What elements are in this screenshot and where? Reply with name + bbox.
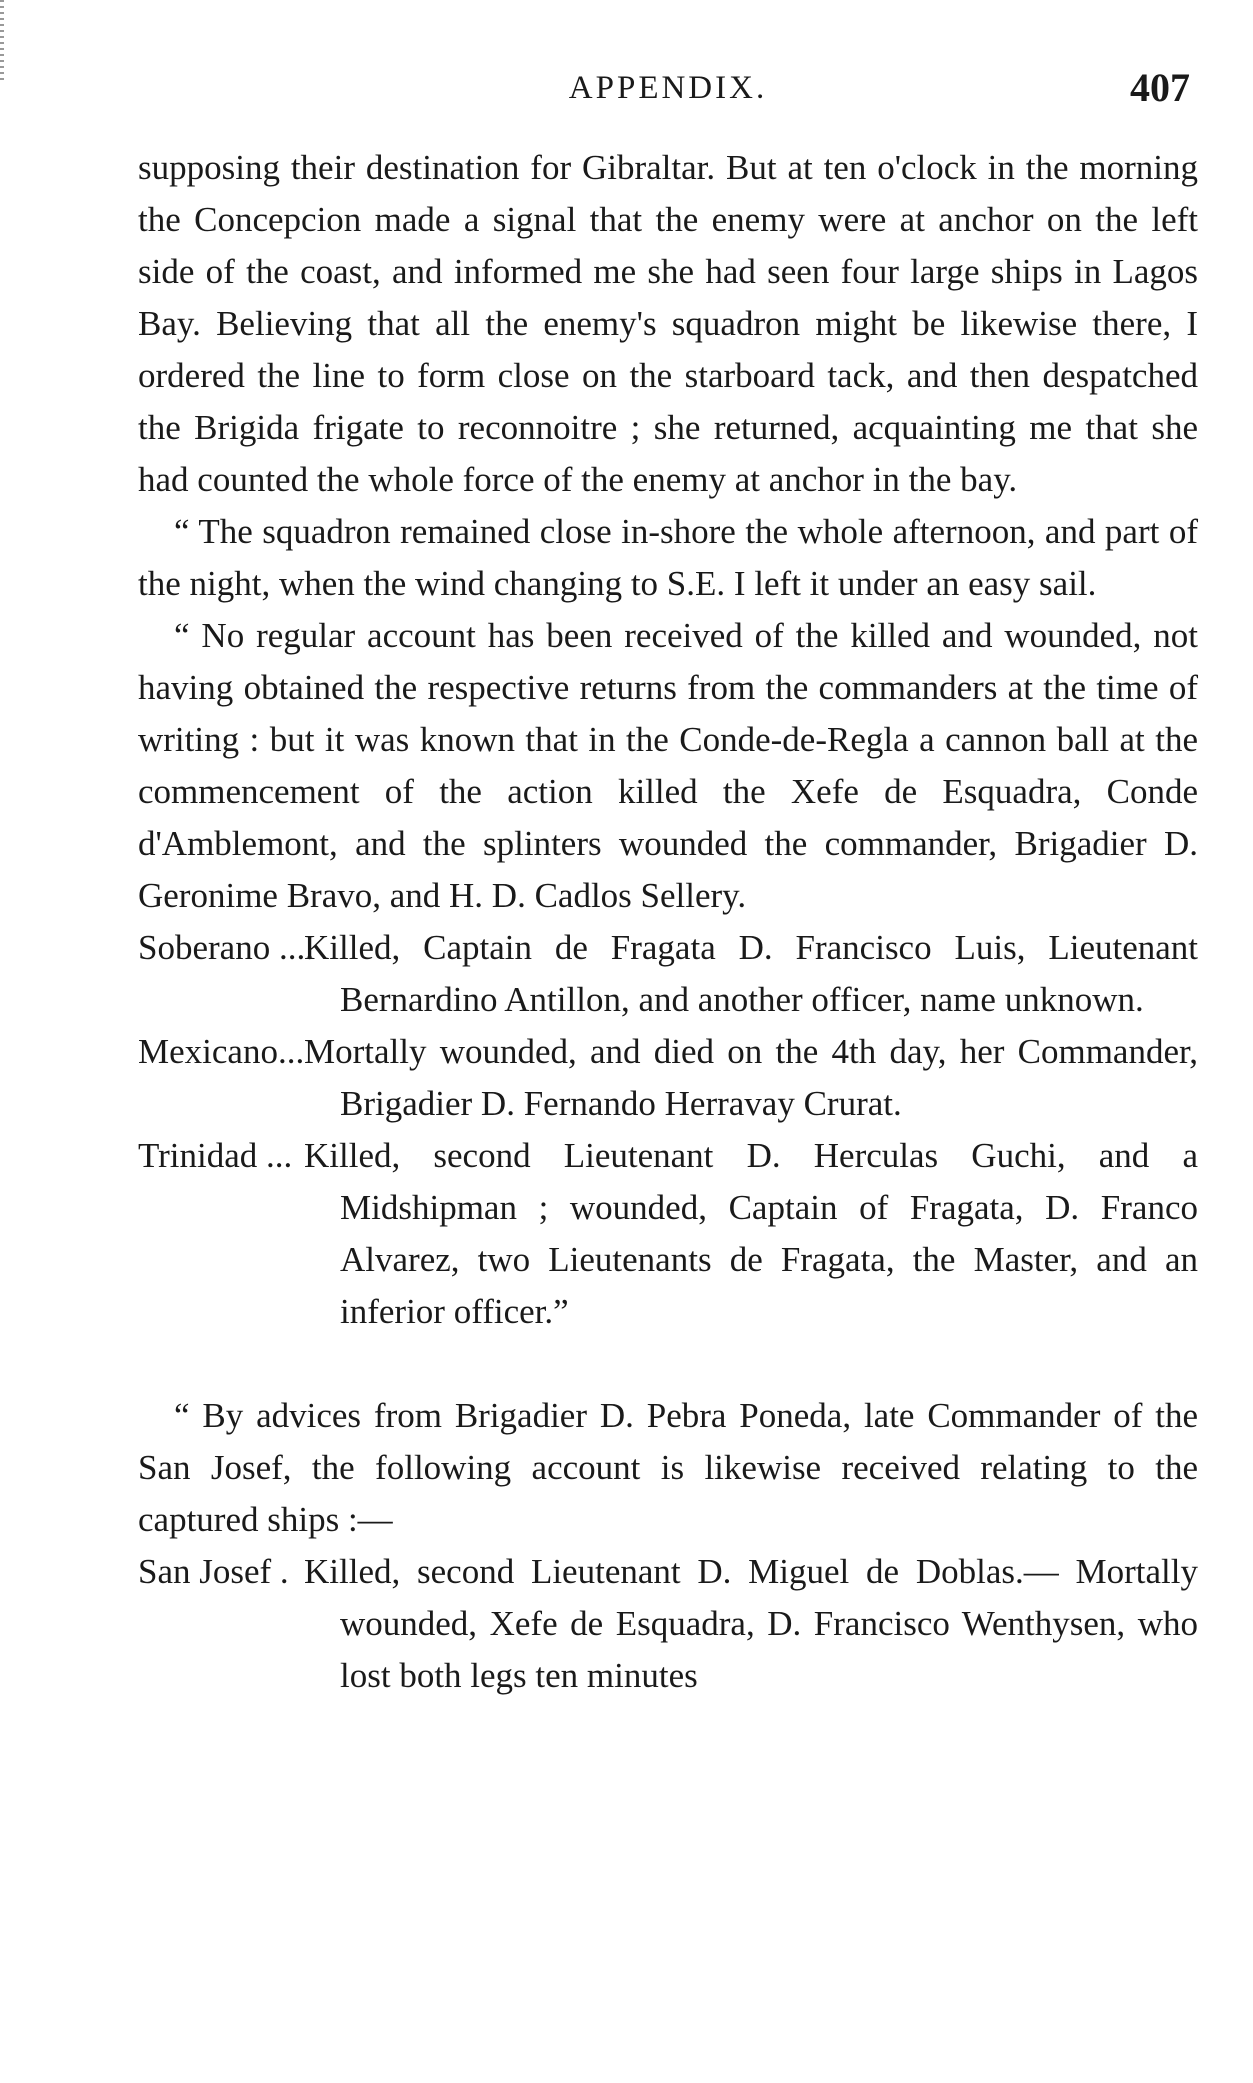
ship-name: Soberano .... [138, 928, 314, 967]
casualty-text: Killed, second Lieutenant D. Miguel de Doblas.— Mortally wounded, Xefe de Esquadra, D. Francisco Wenthysen, who lost both legs ten minutes [304, 1552, 1198, 1695]
page-header [138, 65, 1198, 120]
body-text [138, 142, 1198, 1702]
paragraph-2: “ The squadron remained close in-shore the whole afternoon, and part of the night, when the wind changing to S.E. I left it under an easy sail. [138, 512, 1198, 603]
section-gap [138, 1338, 1198, 1390]
casualty-entry-mexicano [138, 1026, 1198, 1130]
casualty-entry-san-josef [138, 1546, 1198, 1702]
scan-edge-mark [0, 0, 4, 80]
casualty-entry-trinidad [138, 1130, 1198, 1338]
paragraph-3: “ No regular account has been received of the killed and wounded, not having obtained the respective returns from the commanders at the time of writing : but it was known that in the Conde-de-Regla a cannon ball at the commencement of the action killed the Xefe de Esquadra, Conde d'Amblemont, and the splinters wounded the commander, Brigadier D. Geronime Bravo, and H. D. Cadlos Sellery. [138, 616, 1198, 915]
casualty-text: Killed, second Lieutenant D. Herculas Guchi, and a Midshipman ; wounded, Captain of Fragata, D. Franco Alvarez, two Lieutenants de Fragata, the Master, and an inferior officer.” [304, 1136, 1198, 1331]
casualty-entry-soberano [138, 922, 1198, 1026]
ship-name: Trinidad ... [138, 1136, 293, 1175]
ship-name: San Josef . [138, 1552, 289, 1591]
ship-name: Mexicano... [138, 1032, 305, 1071]
running-head: APPENDIX. [568, 70, 768, 106]
paragraph-1: supposing their destination for Gibraltar. But at ten o'clock in the morning the Concepcion made a signal that the enemy were at anchor on the left side of the coast, and informed me she had seen four large ships in Lagos Bay. Believing that all the enemy's squadron might be likewise there, I ordered the line to form close on the starboard tack, and then despatched the Brigida frigate to reconnoitre ; she returned, acquainting me that she had counted the whole force of the enemy at anchor in the bay. [138, 148, 1198, 499]
paragraph-4: “ By advices from Brigadier D. Pebra Poneda, late Commander of the San Josef, the following account is likewise received relating to the captured ships :— [138, 1396, 1198, 1539]
casualty-text: Killed, Captain de Fragata D. Francisco Luis, Lieutenant Bernardino Antillon, and another officer, name unknown. [304, 928, 1198, 1019]
page-number: 407 [1130, 65, 1190, 110]
casualty-text: Mortally wounded, and died on the 4th day, her Commander, Brigadier D. Fernando Herravay Crurat. [304, 1032, 1198, 1123]
